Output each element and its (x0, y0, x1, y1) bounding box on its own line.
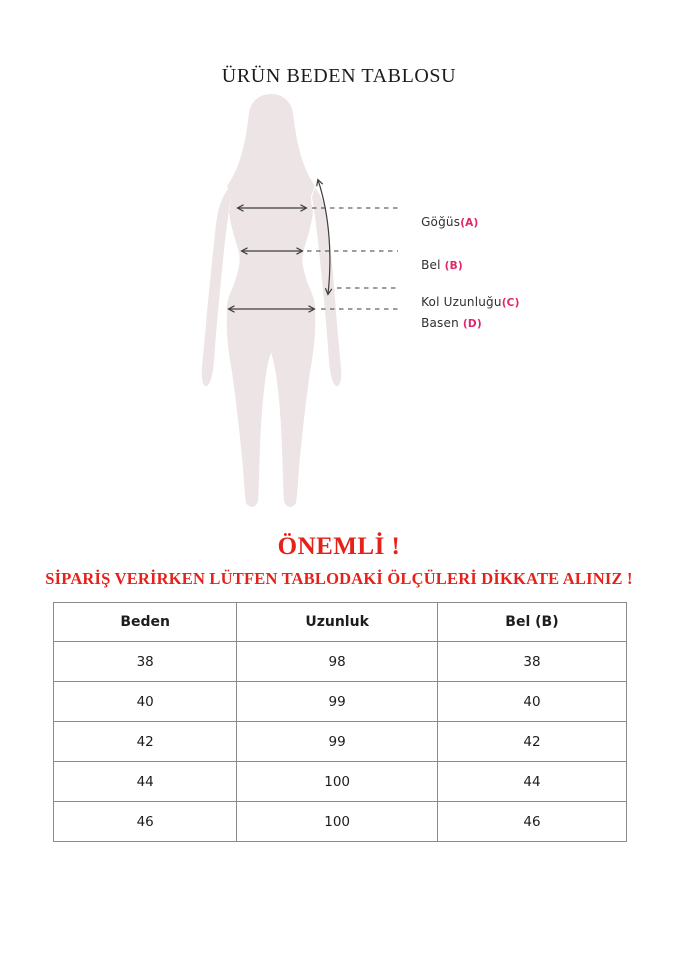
table-cell: 40 (437, 682, 626, 722)
table-cell: 42 (437, 722, 626, 762)
measurement-code: (D) (462, 318, 482, 330)
silhouette-left-arm (202, 188, 231, 386)
female-body-silhouette (227, 94, 316, 507)
table-row (54, 722, 627, 762)
measurement-label-text: Kol Uzunluğu (421, 295, 502, 309)
measurement-label-text: Bel (421, 258, 445, 272)
table-cell: 40 (54, 682, 237, 722)
measurement-code: (C) (501, 297, 520, 309)
page-title: ÜRÜN BEDEN TABLOSU (221, 65, 457, 88)
header-uzunluk: Uzunluk (237, 603, 438, 642)
header-beden: Beden (54, 603, 237, 642)
measurement-label-hip (405, 302, 482, 344)
size-table-header-row (54, 603, 627, 642)
table-cell: 44 (54, 762, 237, 802)
table-cell: 99 (237, 722, 438, 762)
table-cell: 44 (437, 762, 626, 802)
table-cell: 98 (237, 642, 438, 682)
measurement-code: (B) (444, 260, 463, 272)
measurement-label-chest (405, 201, 479, 243)
table-row (54, 682, 627, 722)
table-cell: 99 (237, 682, 438, 722)
table-cell: 46 (54, 802, 237, 842)
warning-text: SİPARİŞ VERİRKEN LÜTFEN TABLODAKİ ÖLÇÜLERİ DİKKATE ALINIZ ! (45, 569, 633, 588)
measurement-code: (A) (460, 217, 479, 229)
measurement-label-waist (405, 244, 463, 286)
measurement-label-text: Basen (421, 316, 463, 330)
table-cell: 42 (54, 722, 237, 762)
table-row (54, 762, 627, 802)
size-table (53, 602, 627, 842)
measurement-label-text: Göğüs (421, 215, 461, 229)
table-cell: 100 (237, 762, 438, 802)
table-cell: 46 (437, 802, 626, 842)
important-heading: ÖNEMLİ ! (277, 533, 401, 560)
table-row (54, 802, 627, 842)
table-cell: 38 (54, 642, 237, 682)
table-cell: 100 (237, 802, 438, 842)
table-row (54, 642, 627, 682)
table-cell: 38 (437, 642, 626, 682)
header-bel: Bel (B) (437, 603, 626, 642)
